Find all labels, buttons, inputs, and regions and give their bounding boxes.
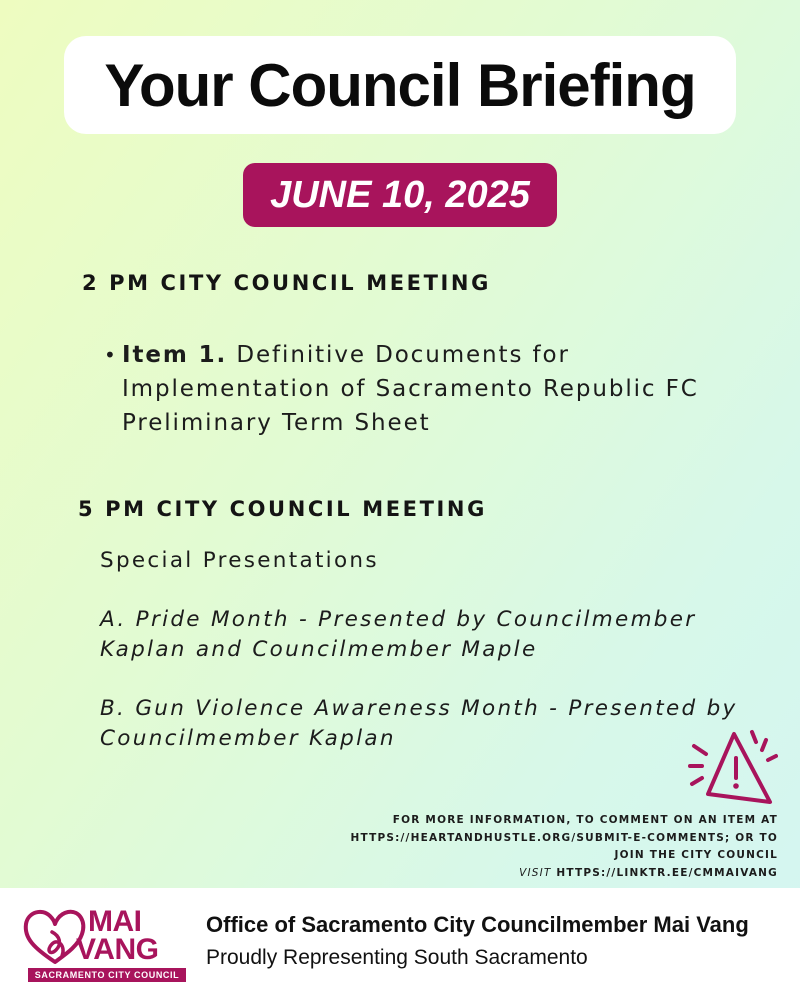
linktree-link[interactable]: HTTPS://LINKTR.EE/CMMAIVANG — [556, 866, 778, 879]
info-block — [338, 812, 778, 882]
office-title: Office of Sacramento City Councilmember Mai Vang — [206, 912, 749, 937]
logo-text-mai: MAI — [88, 905, 142, 938]
agenda-item-number: Item 1. — [122, 342, 228, 368]
title-banner — [64, 36, 736, 134]
warning-triangle-icon — [686, 726, 778, 810]
logo-text-vang: VANG — [76, 933, 159, 966]
logo-tagline: SACRAMENTO CITY COUNCIL — [28, 968, 186, 982]
special-presentations-label: Special Presentations — [100, 548, 379, 573]
info-text: FOR MORE INFORMATION, TO COMMENT ON AN ITEM AT HTTPS://HEARTANDHUSTLE.ORG/SUBMIT-E-COMMENTS; OR TO JOIN THE CITY COUNCIL — [350, 814, 778, 861]
presentation-b: B. Gun Violence Awareness Month - Presented by Councilmember Kaplan — [100, 696, 738, 751]
agenda-item-text: Definitive Documents for Implementation of Sacramento Republic FC Preliminary Term Sheet — [122, 342, 699, 436]
visit-label: VISIT — [519, 866, 552, 879]
presentation-a: A. Pride Month - Presented by Councilmember Kaplan and Councilmember Maple — [100, 607, 697, 662]
meeting-date: JUNE 10, 2025 — [270, 173, 530, 216]
section-heading-2pm: 2 PM CITY COUNCIL MEETING — [82, 271, 491, 295]
section-heading-5pm: 5 PM CITY COUNCIL MEETING — [78, 497, 487, 521]
footer — [0, 888, 800, 1000]
page-title: Your Council Briefing — [104, 51, 696, 119]
agenda-item-1 — [104, 338, 744, 440]
mai-vang-logo — [22, 906, 188, 984]
bullet-icon: • — [104, 343, 118, 367]
office-subtitle: Proudly Representing South Sacramento — [206, 946, 588, 969]
date-badge — [243, 163, 557, 227]
